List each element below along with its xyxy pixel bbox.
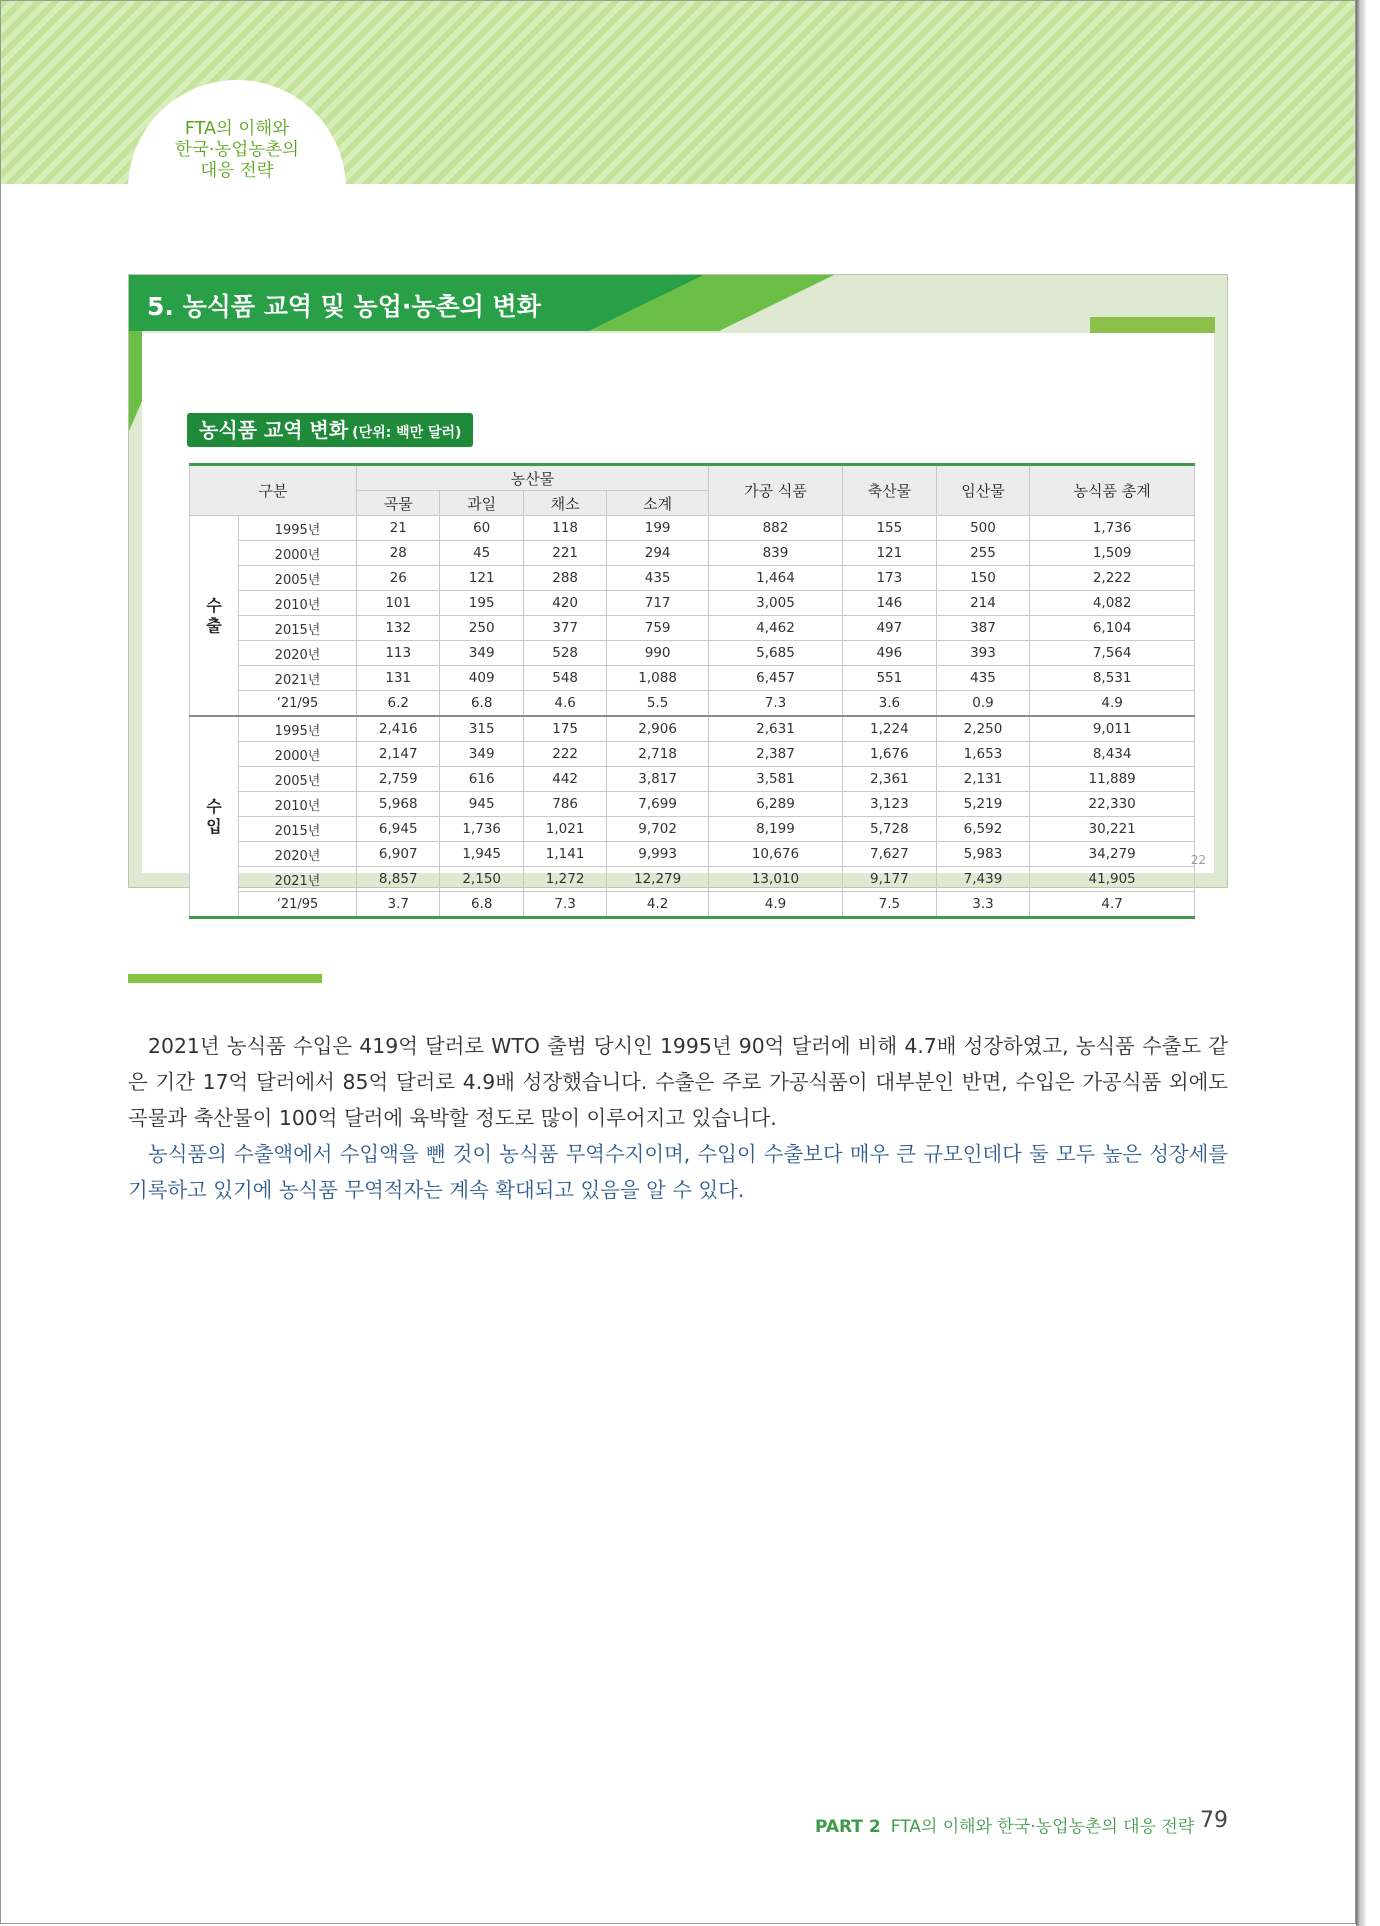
table-cell: 616: [440, 767, 523, 792]
table-cell: 173: [843, 566, 937, 591]
table-cell: 3,817: [607, 767, 709, 792]
table-row: [190, 867, 1195, 892]
table-cell: 8,199: [708, 817, 842, 842]
table-row: [190, 591, 1195, 616]
table-cell: 3.3: [936, 892, 1030, 918]
header-total: 농식품 총계: [1030, 465, 1195, 516]
table-cell: 146: [843, 591, 937, 616]
table-cell: 0.9: [936, 691, 1030, 717]
table-cell: 409: [440, 666, 523, 691]
row-year: ‘21/95: [239, 691, 357, 717]
table-row: [190, 792, 1195, 817]
footer-part: PART 2: [815, 1817, 881, 1837]
table-cell: 393: [936, 641, 1030, 666]
table-cell: 10,676: [708, 842, 842, 867]
footer-title: FTA의 이해와 한국·농업농촌의 대응 전략: [890, 1817, 1195, 1837]
table-cell: 155: [843, 516, 937, 541]
table-cell: 435: [607, 566, 709, 591]
table-cell: 2,150: [440, 867, 523, 892]
table-cell: 26: [357, 566, 440, 591]
table-cell: 4,462: [708, 616, 842, 641]
footer-page-number: 79: [1200, 1808, 1228, 1833]
table-cell: 113: [357, 641, 440, 666]
table-row: [190, 842, 1195, 867]
table-row: [190, 716, 1195, 742]
table-cell: 2,147: [357, 742, 440, 767]
header-vegetable: 채소: [523, 491, 606, 516]
table-row: [190, 767, 1195, 792]
table-cell: 6,907: [357, 842, 440, 867]
row-year: 2020년: [239, 641, 357, 666]
table-cell: 1,509: [1030, 541, 1195, 566]
chapter-badge: [128, 80, 346, 298]
import-label: [190, 716, 239, 918]
table-row: [190, 516, 1195, 541]
table-cell: 6,457: [708, 666, 842, 691]
table-row: [190, 892, 1195, 918]
table-cell: 1,736: [1030, 516, 1195, 541]
row-year: 2005년: [239, 566, 357, 591]
table-cell: 3,005: [708, 591, 842, 616]
header-grain: 곡물: [357, 491, 440, 516]
row-year: ‘21/95: [239, 892, 357, 918]
table-cell: 349: [440, 742, 523, 767]
header-processed: 가공 식품: [708, 465, 842, 516]
category-char: 출: [206, 615, 222, 635]
header-group: 구분: [190, 465, 357, 516]
table-cell: 548: [523, 666, 606, 691]
table-cell: 2,387: [708, 742, 842, 767]
header-subtotal: 소계: [607, 491, 709, 516]
slide-image: [128, 274, 1228, 912]
table-cell: 6,592: [936, 817, 1030, 842]
table-cell: 175: [523, 716, 606, 742]
table-cell: 13,010: [708, 867, 842, 892]
table-cell: 1,653: [936, 742, 1030, 767]
table-cell: 45: [440, 541, 523, 566]
row-year: 2000년: [239, 742, 357, 767]
table-cell: 717: [607, 591, 709, 616]
header-agri: 농산물: [357, 465, 709, 491]
table-cell: 214: [936, 591, 1030, 616]
row-year: 2005년: [239, 767, 357, 792]
row-year: 2020년: [239, 842, 357, 867]
table-cell: 945: [440, 792, 523, 817]
table-cell: 4.6: [523, 691, 606, 717]
table-cell: 34,279: [1030, 842, 1195, 867]
table-cell: 839: [708, 541, 842, 566]
table-title-badge: [187, 413, 473, 447]
table-cell: 387: [936, 616, 1030, 641]
table-cell: 4.9: [708, 892, 842, 918]
table-cell: 7,627: [843, 842, 937, 867]
table-cell: 150: [936, 566, 1030, 591]
table-cell: 551: [843, 666, 937, 691]
table-cell: 7.3: [708, 691, 842, 717]
slide-accent-bar: [1090, 317, 1215, 333]
table-cell: 1,272: [523, 867, 606, 892]
table-cell: 22,330: [1030, 792, 1195, 817]
table-cell: 528: [523, 641, 606, 666]
table-cell: 500: [936, 516, 1030, 541]
table-cell: 5,685: [708, 641, 842, 666]
table-cell: 435: [936, 666, 1030, 691]
row-year: 1995년: [239, 516, 357, 541]
table-cell: 377: [523, 616, 606, 641]
table-cell: 7,564: [1030, 641, 1195, 666]
table-cell: 199: [607, 516, 709, 541]
table-cell: 8,434: [1030, 742, 1195, 767]
table-cell: 5,983: [936, 842, 1030, 867]
table-cell: 9,177: [843, 867, 937, 892]
table-row: [190, 742, 1195, 767]
table-row: [190, 817, 1195, 842]
slide-page-number: 22: [1190, 853, 1206, 867]
row-year: 2010년: [239, 792, 357, 817]
table-cell: 497: [843, 616, 937, 641]
highlight-paragraph: 농식품의 수출액에서 수입액을 뺀 것이 농식품 무역수지이며, 수입이 수출보다 매우 큰 규모인데다 둘 모두 높은 성장세를 기록하고 있기에 농식품 무역적자는 계속 확대되고 있음을 알 수 있다.: [128, 1142, 1228, 1202]
table-cell: 2,222: [1030, 566, 1195, 591]
table-cell: 786: [523, 792, 606, 817]
table-cell: 6.8: [440, 691, 523, 717]
badge-line: FTA의 이해와: [184, 119, 290, 139]
table-cell: 6.2: [357, 691, 440, 717]
table-cell: 121: [440, 566, 523, 591]
table-cell: 4.2: [607, 892, 709, 918]
table-cell: 2,906: [607, 716, 709, 742]
table-cell: 7.3: [523, 892, 606, 918]
table-cell: 2,631: [708, 716, 842, 742]
import-rows: [190, 716, 1195, 918]
table-cell: 5,968: [357, 792, 440, 817]
table-cell: 195: [440, 591, 523, 616]
table-cell: 3.7: [357, 892, 440, 918]
table-cell: 2,131: [936, 767, 1030, 792]
slide-title: 5. 농식품 교역 및 농업·농촌의 변화: [147, 292, 541, 321]
table-cell: 221: [523, 541, 606, 566]
row-year: 1995년: [239, 716, 357, 742]
page-edge: [1356, 0, 1366, 1926]
table-unit: (단위: 백만 달러): [352, 425, 462, 441]
table-cell: 9,993: [607, 842, 709, 867]
table-cell: 132: [357, 616, 440, 641]
table-cell: 1,224: [843, 716, 937, 742]
table-cell: 1,464: [708, 566, 842, 591]
table-cell: 6,289: [708, 792, 842, 817]
table-row: [190, 541, 1195, 566]
table-cell: 882: [708, 516, 842, 541]
table-cell: 2,361: [843, 767, 937, 792]
table-cell: 2,718: [607, 742, 709, 767]
row-year: 2015년: [239, 817, 357, 842]
table-cell: 1,141: [523, 842, 606, 867]
header-fruit: 과일: [440, 491, 523, 516]
table-cell: 2,759: [357, 767, 440, 792]
table-cell: 5,728: [843, 817, 937, 842]
row-year: 2021년: [239, 666, 357, 691]
category-char: 수: [206, 595, 222, 615]
table-cell: 1,088: [607, 666, 709, 691]
table-cell: 1,676: [843, 742, 937, 767]
slide-left-accent: [129, 331, 142, 741]
table-cell: 5,219: [936, 792, 1030, 817]
table-cell: 250: [440, 616, 523, 641]
table-cell: 1,945: [440, 842, 523, 867]
row-year: 2010년: [239, 591, 357, 616]
table-cell: 222: [523, 742, 606, 767]
header-forest: 임산물: [936, 465, 1030, 516]
table-cell: 6,104: [1030, 616, 1195, 641]
table-cell: 131: [357, 666, 440, 691]
table-row: [190, 566, 1195, 591]
table-cell: 990: [607, 641, 709, 666]
export-rows: [190, 516, 1195, 717]
row-year: 2000년: [239, 541, 357, 566]
table-cell: 28: [357, 541, 440, 566]
category-char: 수: [206, 796, 222, 816]
table-cell: 7.5: [843, 892, 937, 918]
slide-header: [129, 275, 1227, 331]
table-cell: 1,736: [440, 817, 523, 842]
table-cell: 6.8: [440, 892, 523, 918]
table-cell: 101: [357, 591, 440, 616]
table-cell: 121: [843, 541, 937, 566]
badge-line: 대응 전략: [200, 161, 274, 181]
chapter-badge-text: [128, 119, 346, 182]
row-year: 2021년: [239, 867, 357, 892]
table-cell: 2,250: [936, 716, 1030, 742]
table-cell: 349: [440, 641, 523, 666]
badge-line: 한국·농업농촌의: [175, 140, 299, 160]
export-label: [190, 516, 239, 717]
table-cell: 759: [607, 616, 709, 641]
table-cell: 5.5: [607, 691, 709, 717]
table-cell: 255: [936, 541, 1030, 566]
table-cell: 7,699: [607, 792, 709, 817]
row-year: 2015년: [239, 616, 357, 641]
page-footer: [815, 1808, 1245, 1837]
table-cell: 9,702: [607, 817, 709, 842]
table-cell: 315: [440, 716, 523, 742]
table-cell: 4.9: [1030, 691, 1195, 717]
trade-table: [189, 463, 1195, 919]
table-cell: 288: [523, 566, 606, 591]
table-cell: 11,889: [1030, 767, 1195, 792]
table-row: [190, 641, 1195, 666]
slide-content: [142, 333, 1214, 912]
table-cell: 2,416: [357, 716, 440, 742]
table-cell: 496: [843, 641, 937, 666]
table-title: 농식품 교역 변화: [199, 418, 349, 442]
table-cell: 21: [357, 516, 440, 541]
table-cell: 41,905: [1030, 867, 1195, 892]
table-cell: 3.6: [843, 691, 937, 717]
table-cell: 3,581: [708, 767, 842, 792]
table-cell: 420: [523, 591, 606, 616]
table-cell: 294: [607, 541, 709, 566]
table-cell: 7,439: [936, 867, 1030, 892]
table-cell: 442: [523, 767, 606, 792]
table-cell: 4,082: [1030, 591, 1195, 616]
table-row: [190, 616, 1195, 641]
header-livestock: 축산물: [843, 465, 937, 516]
table-cell: 9,011: [1030, 716, 1195, 742]
table-row: [190, 666, 1195, 691]
table-cell: 8,857: [357, 867, 440, 892]
table-cell: 1,021: [523, 817, 606, 842]
table-cell: 12,279: [607, 867, 709, 892]
table-row: [190, 691, 1195, 717]
table-cell: 6,945: [357, 817, 440, 842]
table-cell: 60: [440, 516, 523, 541]
table-cell: 118: [523, 516, 606, 541]
section-rule: [128, 974, 322, 983]
table-cell: 30,221: [1030, 817, 1195, 842]
table-cell: 3,123: [843, 792, 937, 817]
table-cell: 8,531: [1030, 666, 1195, 691]
category-char: 입: [206, 816, 222, 836]
table-cell: 4.7: [1030, 892, 1195, 918]
body-paragraph: 2021년 농식품 수입은 419억 달러로 WTO 출범 당시인 1995년 90억 달러에 비해 4.7배 성장하였고, 농식품 수출도 같은 기간 17억 달러에서 85억 달러로 4.9배 성장했습니다. 수출은 주로 가공식품이 대부분인 반면, 수입은 가공식품 외에도 곡물과 축산물이 100억 달러에 육박할 정도로 많이 이루어지고 있습니다.: [128, 1034, 1228, 1130]
